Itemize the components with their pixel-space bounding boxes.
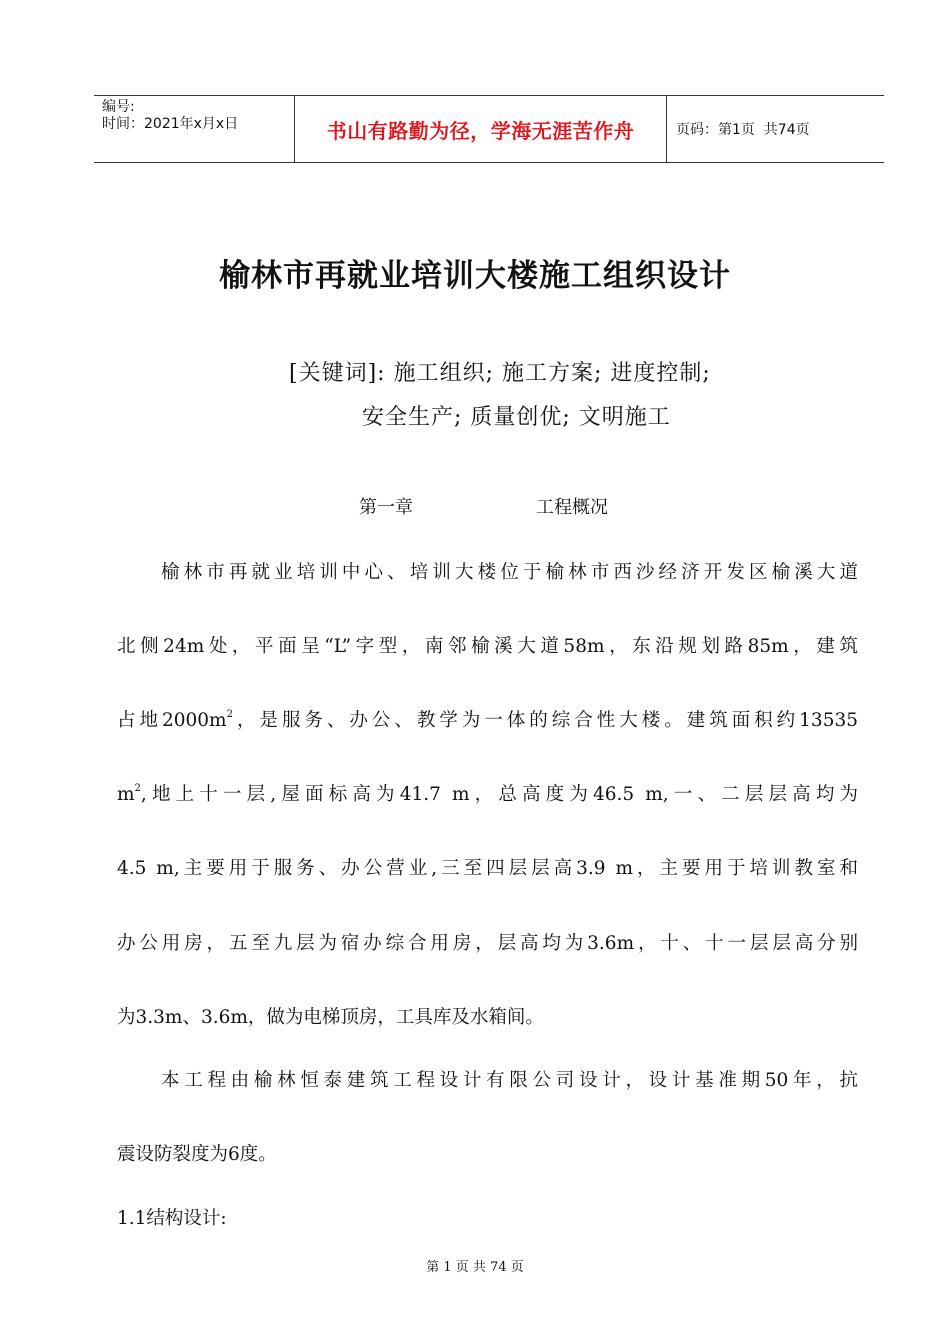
section-heading: 1.1结构设计:: [117, 1208, 227, 1229]
superscript: 2: [226, 709, 233, 720]
header-table: [94, 95, 884, 163]
serial-number-label: 编号:: [102, 99, 135, 115]
document-title: 榆林市再就业培训大楼施工组织设计: [219, 258, 731, 294]
paragraph-line: 北侧24m处，平面呈“L”字型，南邻榆溪大道58m，东沿规划路85m，建筑: [117, 636, 858, 657]
keywords-line-2: 安全生产; 质量创优; 文明施工: [362, 405, 671, 430]
paragraph-line: 为3.3m、3.6m，做为电梯顶房，工具库及水箱间。: [117, 1007, 544, 1028]
chapter-number: 第一章: [359, 497, 413, 518]
page-footer: 第 1 页 共 74 页: [426, 1260, 524, 1275]
header-meta-cell: [94, 96, 295, 162]
paragraph-line-part: 占地2000m: [117, 710, 227, 731]
paragraph-line: 震设防裂度为6度。: [117, 1144, 277, 1165]
motto-text: 书山有路勤为径，学海无涯苦作舟: [326, 118, 635, 143]
keywords-line-1: [关键词]: 施工组织; 施工方案; 进度控制;: [289, 361, 711, 386]
paragraph-line: [117, 706, 858, 732]
header-page-cell: [667, 96, 884, 162]
paragraph-line: 4.5 m,主要用于服务、办公营业,三至四层层高3.9 m，主要用于培训教室和: [117, 858, 858, 879]
header-motto-cell: [295, 96, 667, 162]
page-info: 页码：第1页 共74页: [676, 122, 810, 138]
paragraph-line: 本工程由榆林恒泰建筑工程设计有限公司设计，设计基准期50年，抗: [161, 1070, 858, 1091]
paragraph-line: 榆林市再就业培训中心、培训大楼位于榆林市西沙经济开发区榆溪大道: [161, 562, 858, 583]
paragraph-line-part: ,地上十一层,屋面标高为41.7 m，总高度为46.5 m,一、二层层高均为: [140, 784, 858, 805]
paragraph-line-part: m: [117, 784, 135, 805]
superscript: 2: [134, 783, 141, 794]
chapter-title: 工程概况: [536, 497, 608, 518]
date-line: 时间：2021年x月x日: [102, 116, 239, 132]
paragraph-line-part: ，是服务、办公、教学为一体的综合性大楼。建筑面积约13535: [232, 710, 859, 731]
paragraph-line: 办公用房，五至九层为宿办综合用房，层高均为3.6m，十、十一层层高分别: [117, 933, 858, 954]
paragraph-line: [117, 780, 858, 806]
